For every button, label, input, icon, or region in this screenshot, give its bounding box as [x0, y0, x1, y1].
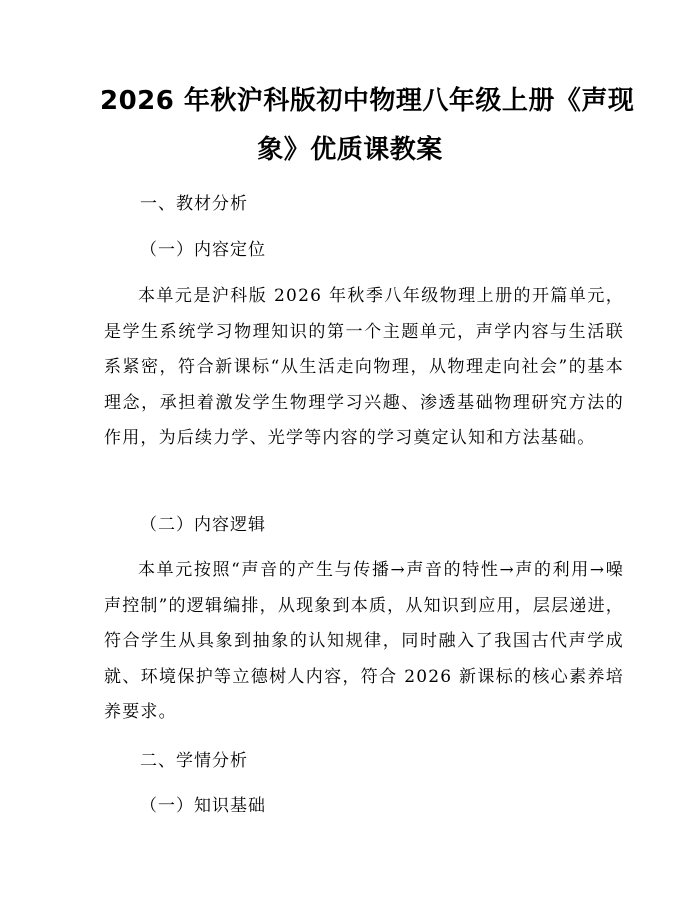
section-heading-learner-analysis: 二、学情分析	[140, 751, 248, 771]
document-title-line-2: 象》优质课教案	[257, 135, 443, 165]
document-title-line-1: 2026 年秋沪科版初中物理八年级上册《声现	[100, 86, 635, 116]
paragraph-content-positioning: 本单元是沪科版 2026 年秋季八年级物理上册的开篇单元，是学生系统学习物理知识的第一个主题单元，声学内容与生活联系紧密，符合新课标“从生活走向物理，从物理走向社会”的基本理念，承担着激发学生物理学习兴趣、渗透基础物理研究方法的作用，为后续力学、光学等内容的学习奠定认知和方法基础。	[104, 286, 624, 448]
subsection-heading-knowledge-foundation: （一）知识基础	[140, 796, 266, 816]
subsection-heading-content-logic: （二）内容逻辑	[140, 515, 266, 535]
section-heading-teaching-material-analysis: 一、教材分析	[140, 194, 248, 214]
subsection-heading-content-positioning: （一）内容定位	[140, 240, 266, 260]
paragraph-content-logic: 本单元按照“声音的产生与传播→声音的特性→声的利用→噪声控制”的逻辑编排，从现象到本质，从知识到应用，层层递进，符合学生从具象到抽象的认知规律，同时融入了我国古代声学成就、环境保护等立德树人内容，符合 2026 新课标的核心素养培养要求。	[104, 560, 624, 722]
